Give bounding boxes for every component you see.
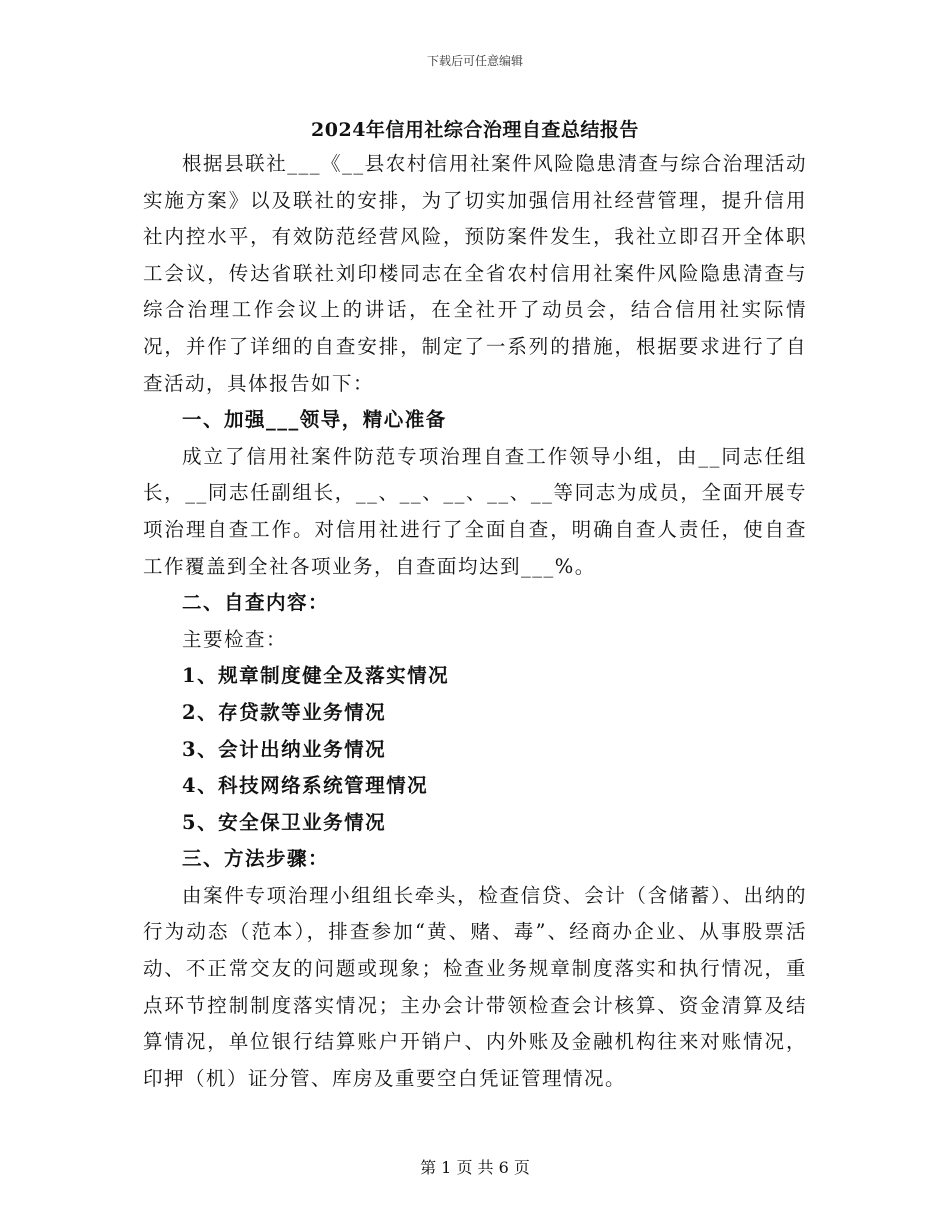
- section-1-paragraph: 成立了信用社案件防范专项治理自查工作领导小组，由__同志任组长，__同志任副组长，__、__、__、__、__等同志为成员，全面开展专项治理自查工作。对信用社进行了全面自查，明确自查人责任，使自查工作覆盖到全社各项业务，自查面均达到___%。: [143, 444, 807, 578]
- document-title: 2024年信用社综合治理自查总结报告: [311, 119, 639, 141]
- page-number: 第 1 页 共 6 页: [420, 1158, 530, 1177]
- section-3-paragraph: 由案件专项治理小组组长牵头，检查信贷、会计（含储蓄）、出纳的行为动态（范本），排查参加“黄、赌、毒”、经商办企业、从事股票活动、不正常交友的问题或现象；检查业务规章制度落实和执行情况，重点环节控制制度落实情况；主办会计带领检查会计核算、资金清算及结算情况，单位银行结算账户开销户、内外账及金融机构往来对账情况，印押（机）证分管、库房及重要空白凭证管理情况。: [143, 883, 807, 1090]
- section-2-lead: 主要检查：: [182, 627, 288, 651]
- section-2-heading: 二、自查内容：: [182, 591, 330, 615]
- document-body: [143, 146, 807, 1097]
- check-item: 4、科技网络系统管理情况: [182, 774, 429, 798]
- section-3-heading: 三、方法步骤：: [182, 847, 330, 871]
- check-item: 2、存贷款等业务情况: [182, 700, 387, 724]
- check-item: 1、规章制度健全及落实情况: [182, 664, 450, 688]
- check-item: 3、会计出纳业务情况: [182, 737, 387, 761]
- intro-paragraph: 根据县联社___《__县农村信用社案件风险隐患清查与综合治理活动实施方案》以及联社的安排，为了切实加强信用社经营管理，提升信用社内控水平，有效防范经营风险，预防案件发生，我社立即召开全体职工会议，传达省联社刘印楼同志在全省农村信用社案件风险隐患清查与综合治理工作会议上的讲话，在全社开了动员会，结合信用社实际情况，并作了详细的自查安排，制定了一系列的措施，根据要求进行了自查活动，具体报告如下：: [143, 152, 807, 395]
- section-1-heading: 一、加强___领导，精心准备: [182, 408, 447, 432]
- check-item: 5、安全保卫业务情况: [182, 810, 387, 834]
- header-note: 下载后可任意编辑: [426, 54, 523, 68]
